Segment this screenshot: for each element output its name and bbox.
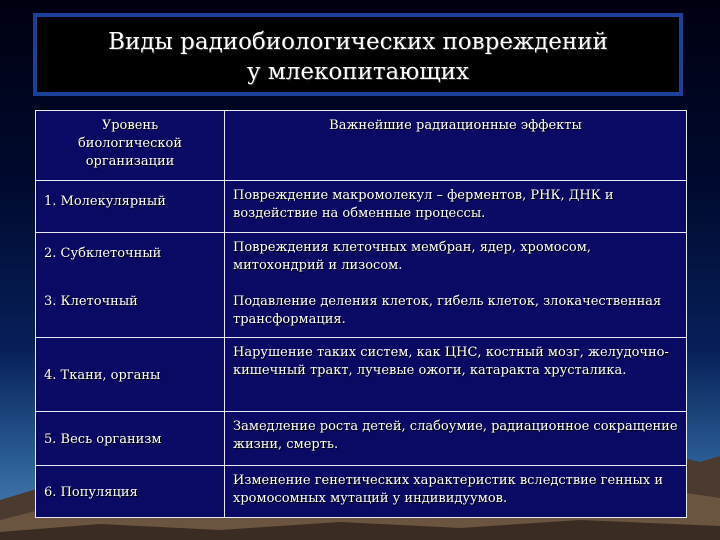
table-row xyxy=(36,412,687,466)
level-cell: 1. Молекулярный xyxy=(36,181,225,233)
level-cell: 4. Ткани, органы xyxy=(36,338,225,412)
header-level-line: организации xyxy=(85,154,175,169)
header-level-line: Уровень xyxy=(101,118,159,133)
effect-cell xyxy=(225,233,687,338)
table-row xyxy=(36,466,687,518)
level-label: 3. Клеточный xyxy=(44,294,138,309)
level-cell: 5. Весь организм xyxy=(36,412,225,466)
effect-cell: Изменение генетических характеристик вследствие генных и хромосомных мутаций у индивидуумов. xyxy=(225,466,687,518)
header-effects: Важнейшие радиационные эффекты xyxy=(225,111,687,181)
effect-text: Повреждения клеточных мембран, ядер, хромосом, митохондрий и лизосом. xyxy=(233,240,591,273)
effect-cell: Замедление роста детей, слабоумие, радиационное сокращение жизни, смерть. xyxy=(225,412,687,466)
damage-table xyxy=(35,110,687,518)
effect-text: Подавление деления клеток, гибель клеток, злокачественная трансформация. xyxy=(233,294,662,327)
table-row xyxy=(36,181,687,233)
level-cell xyxy=(36,233,225,338)
table-row xyxy=(36,233,687,338)
effect-cell: Повреждение макромолекул – ферментов, РНК, ДНК и воздействие на обменные процессы. xyxy=(225,181,687,233)
table-row xyxy=(36,338,687,412)
header-level xyxy=(36,111,225,181)
header-level-line: биологической xyxy=(77,136,183,151)
level-cell: 6. Популяция xyxy=(36,466,225,518)
table-header-row xyxy=(36,111,687,181)
title-line-1: Виды радиобиологических повреждений xyxy=(108,29,608,55)
slide-title xyxy=(33,13,683,96)
effect-cell: Нарушение таких систем, как ЦНС, костный мозг, желудочно-кишечный тракт, лучевые ожоги, катаракта хрусталика. xyxy=(225,338,687,412)
level-label: 2. Субклеточный xyxy=(44,246,162,261)
title-line-2: у млекопитающих xyxy=(247,59,469,85)
